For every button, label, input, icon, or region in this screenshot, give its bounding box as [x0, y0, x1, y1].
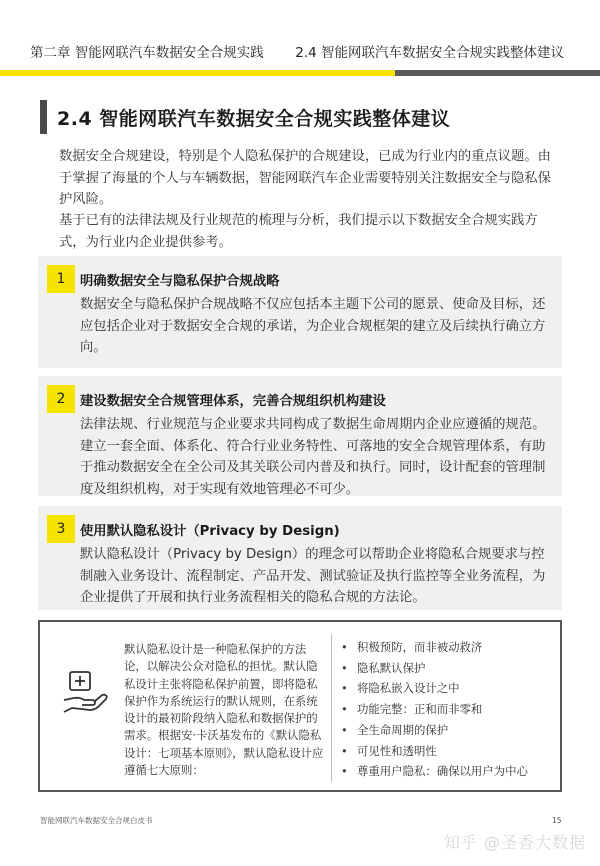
box-bottom-border: [38, 790, 562, 792]
intro-paragraph-2: 基于已有的法律法规及行业规范的梳理与分析，我们提示以下数据安全合规实践方式，为行业内企业提供参考。: [59, 213, 538, 250]
principles-list: [341, 637, 556, 782]
card-title: 建设数据安全合规管理体系，完善合规组织机构建设: [80, 394, 386, 409]
section-title-marker: [40, 100, 47, 134]
card-body: 数据安全与隐私保护合规战略不仅应包括本主题下公司的愿景、使命及目标，还应包括企业对于数据安全合规的承诺，为企业合规框架的建立及后续执行确立方向。: [80, 297, 546, 355]
header-bar-accent: [0, 70, 395, 76]
card-number-badge: 2: [47, 385, 75, 413]
page-header: [0, 0, 600, 76]
principle-item: • 可见性和透明性: [341, 741, 556, 762]
section-title: 2.4 智能网联汽车数据安全合规实践整体建议: [57, 107, 451, 130]
intro-paragraph-1: 数据安全合规建设，特别是个人隐私保护的合规建设，已成为行业内的重点议题。由于掌握了海量的个人与车辆数据，智能网联汽车企业需要特别关注数据安全与隐私保护风险。: [59, 149, 551, 207]
principle-item: • 功能完整：正和而非零和: [341, 699, 556, 720]
chapter-title: 第二章 智能网联汽车数据安全合规实践: [30, 45, 264, 61]
page-number: 15: [552, 816, 562, 825]
card-body: 默认隐私设计（Privacy by Design）的理念可以帮助企业将隐私合规要求与控制融入业务设计、流程制定、产品开发、测试验证及执行监控等全业务流程，为企业提供了开展和执行业务流程相关的隐私合规的方法论。: [80, 547, 546, 605]
principle-item: • 积极预防，而非被动救济: [341, 637, 556, 658]
box-top-border: [38, 620, 562, 622]
header-section-title: 2.4 智能网联汽车数据安全合规实践整体建议: [295, 45, 564, 61]
principle-item: • 将隐私嵌入设计之中: [341, 678, 556, 699]
box-divider: [331, 634, 332, 782]
card-number-badge: 1: [47, 265, 75, 293]
privacy-by-design-description: 默认隐私设计是一种隐私保护的方法论，以解决公众对隐私的担忧。默认隐私设计主张将隐私保护前置，即将隐私保护作为系统运行的默认规则，在系统设计的最初阶段纳入隐私和数据保护的需求。根据安·卡沃基发布的《默认隐私设计：七项基本原则》，默认隐私设计应遵循七大原则：: [124, 642, 324, 778]
recommendation-card-2: [38, 376, 562, 496]
section-heading: [40, 100, 450, 134]
recommendation-card-3: [38, 506, 562, 610]
card-title: 明确数据安全与隐私保护合规战略: [80, 274, 280, 289]
principle-item: • 尊重用户隐私：确保以用户为中心: [341, 761, 556, 782]
card-number-badge: 3: [47, 515, 75, 543]
recommendation-card-1: [38, 256, 562, 368]
principle-item: • 隐私默认保护: [341, 658, 556, 679]
watermark: 知乎 @圣香大数据: [443, 833, 586, 852]
footer-doc-title: 智能网联汽车数据安全合规白皮书: [40, 816, 153, 825]
hand-holding-plus-icon: [60, 668, 110, 718]
card-body: 法律法规、行业规范与企业要求共同构成了数据生命周期内企业应遵循的规范。建立一套全面、体系化、符合行业业务特性、可落地的安全合规管理体系，有助于推动数据安全在全公司及其关联公司内普及和执行。同时，设计配套的管理制度及组织机构，对于实现有效地管理必不可少。: [80, 417, 546, 497]
principle-item: • 全生命周期的保护: [341, 720, 556, 741]
card-title: 使用默认隐私设计（Privacy by Design): [80, 524, 340, 539]
